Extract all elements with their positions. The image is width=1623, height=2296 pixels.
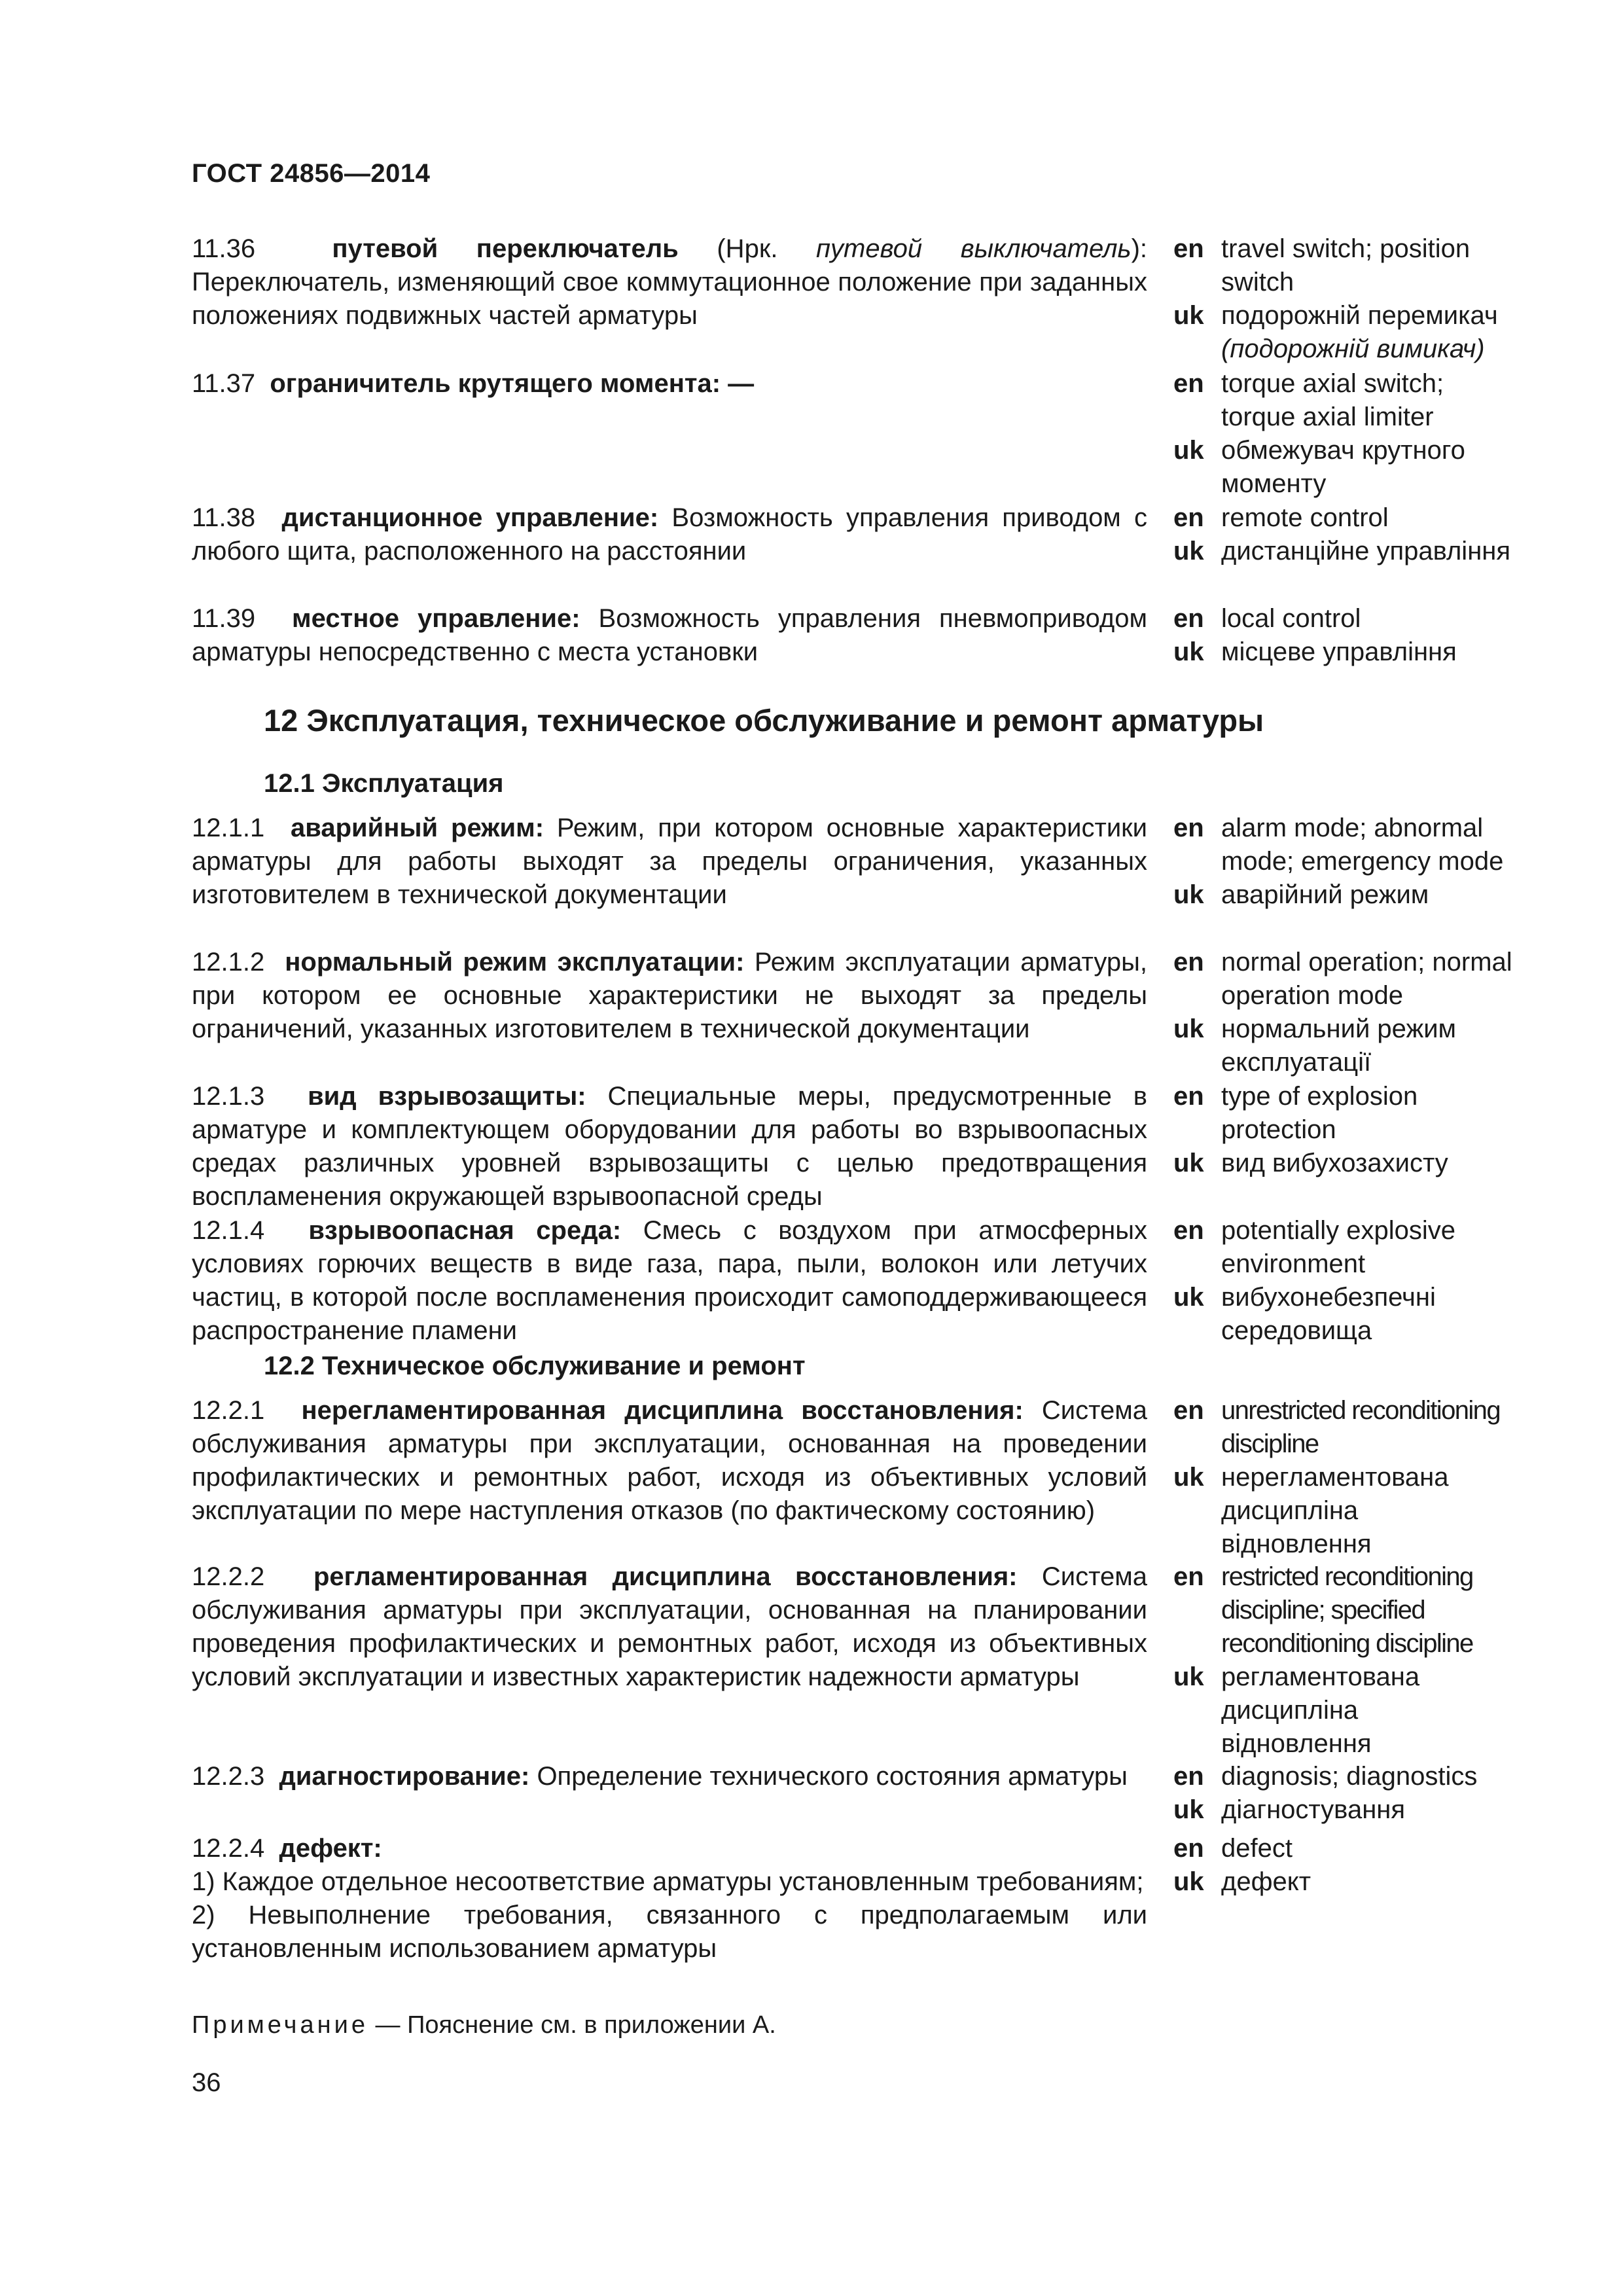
term-entry-11-39 (192, 602, 1527, 669)
english-equivalent: unrestricted reconditioning discipline (1221, 1396, 1500, 1458)
term-entry-12-2-2 (192, 1560, 1527, 1758)
english-equivalent: travel switch; position switch (1221, 234, 1471, 296)
ukrainian-equivalent: обмежувач крутного моменту (1221, 436, 1465, 498)
english-equivalent: defect (1221, 1834, 1293, 1863)
term-definition: 12.1.1 аварийный режим: Режим, при котором основные характеристики арматуры для работы выходят за пределы ограничения, указанных изготовителем в технической документации (192, 814, 1148, 909)
ukrainian-equivalent: регламентована дисципліна відновлення (1221, 1662, 1420, 1758)
ukrainian-equivalent: вид вибухозахисту (1221, 1149, 1448, 1177)
ukrainian-equivalent: аварійний режим (1221, 880, 1429, 909)
equivalents: en defect uk дефект (1173, 1832, 1514, 1899)
equivalents: en torque axial switch; torque axial limiter uk обмежувач крутного моменту (1173, 367, 1514, 501)
term-title: взрывоопасная среда: (308, 1216, 622, 1245)
term-entry-11-37 (192, 367, 1527, 498)
english-equivalent: local control (1221, 604, 1361, 633)
definition-item-2: 2) Невыполнение требования, связанного с предполагаемым или установленным использованием арматуры (192, 1901, 1147, 1963)
term-definition: 12.1.4 взрывоопасная среда: Смесь с воздухом при атмосферных условиях горючих веществ в виде газа, пара, пыли, волокон или летучих частиц, в которой после воспламенения происходит самоподдерживающееся распространение пламени (192, 1216, 1147, 1345)
english-equivalent: diagnosis; diagnostics (1221, 1762, 1478, 1791)
english-equivalent: remote control (1221, 503, 1389, 532)
lang-uk-label: uk (1173, 301, 1204, 330)
english-equivalent: normal operation; normal operation mode (1221, 948, 1512, 1010)
equivalents: en potentially explosive environment uk вибухонебезпечні середовища (1173, 1214, 1514, 1348)
term-definition: 11.38 дистанционное управление: Возможность управления приводом с любого щита, расположенного на расстоянии (192, 503, 1148, 565)
term-entry-12-1-1 (192, 812, 1527, 912)
note (192, 2011, 776, 2039)
english-equivalent: potentially explosive environment (1221, 1216, 1455, 1278)
lang-en-label: en (1173, 234, 1204, 263)
term-title: путевой переключатель (332, 234, 679, 263)
english-equivalent: restricted reconditioning discipline; specified reconditioning discipline (1221, 1562, 1473, 1658)
equivalents: en local control uk місцеве управління (1173, 602, 1514, 669)
equivalents: en alarm mode; abnormal mode; emergency mode uk аварійний режим (1173, 812, 1514, 912)
term-definition: 11.36 путевой переключатель (Нрк. путевой выключатель): Переключатель, изменяющий свое коммутационное положение при заданных положениях подвижных частей арматуры (192, 234, 1147, 330)
term-entry-11-36 (192, 232, 1527, 363)
term-entry-12-1-3 (192, 1080, 1527, 1213)
term-title: местное управление: (292, 604, 580, 633)
ukrainian-equivalent: дефект (1221, 1867, 1311, 1896)
term-definition: 12.2.1 нерегламентированная дисциплина восстановления: Система обслуживания арматуры при эксплуатации, основанная на проведении профилактических и ремонтных работ, исходя из объективных условий эксплуатации по мере наступления отказов (по фактическому состоянию) (192, 1396, 1147, 1525)
english-equivalent: alarm mode; abnormal mode; emergency mode (1221, 814, 1504, 876)
term-definition: 12.2.4 дефект: 1) Каждое отдельное несоответствие арматуры установленным требованиям; 2) Невыполнение требования, связанного с предполагаемым или установленным использованием арматуры (192, 1832, 1147, 1965)
section-heading-12: 12 Эксплуатация, техническое обслуживание и ремонт арматуры (264, 703, 1264, 738)
term-entry-11-38 (192, 501, 1527, 568)
term-entry-12-2-1 (192, 1394, 1527, 1558)
term-title: нерегламентированная дисциплина восстановления: (301, 1396, 1024, 1425)
term-definition: 12.1.2 нормальный режим эксплуатации: Режим эксплуатации арматуры, при котором ее основные характеристики не выходят за пределы ограничений, указанных изготовителем в технической документации (192, 948, 1147, 1043)
term-title: ограничитель крутящего момента: — (270, 369, 755, 398)
term-definition: 12.2.2 регламентированная дисциплина восстановления: Система обслуживания арматуры при эксплуатации, основанная на планировании проведения профилактических и ремонтных работ, исходя из объективных условий эксплуатации и известных характеристик надежности арматуры (192, 1562, 1147, 1691)
term-title: дефект: (279, 1834, 382, 1863)
ukrainian-equivalent: діагностування (1221, 1795, 1406, 1824)
equivalents: en type of explosion protection uk вид вибухозахисту (1173, 1080, 1514, 1180)
term-entry-12-1-4 (192, 1214, 1527, 1348)
term-title: диагностирование: (279, 1762, 530, 1791)
term-definition: 11.39 местное управление: Возможность управления пневмоприводом арматуры непосредственно с места установки (192, 604, 1147, 666)
term-title: дистанционное управление: (281, 503, 659, 532)
term-title: регламентированная дисциплина восстановления: (313, 1562, 1018, 1591)
term-definition: 12.2.3 диагностирование: Определение технического состояния арматуры (192, 1762, 1128, 1791)
equivalents (1173, 232, 1514, 366)
equivalents: en remote control uk дистанційне управління (1173, 501, 1514, 568)
ukrainian-equivalent: нерегламентована дисципліна відновлення (1221, 1463, 1449, 1558)
subsection-heading-12-1: 12.1 Эксплуатация (264, 769, 504, 798)
term-entry-12-2-3 (192, 1760, 1527, 1824)
equivalents: en diagnosis; diagnostics uk діагностування (1173, 1760, 1514, 1827)
term-entry-12-1-2 (192, 946, 1527, 1077)
ukrainian-equivalent: нормальний режим експлуатації (1221, 1014, 1457, 1077)
term-definition: 11.37 ограничитель крутящего момента: — (192, 369, 755, 398)
ukrainian-equivalent: дистанційне управління (1221, 537, 1511, 565)
note-text: — Пояснение см. в приложении А. (368, 2011, 776, 2039)
term-title: аварийный режим: (291, 814, 544, 842)
ukrainian-equivalent: подорожній перемикач (подорожній вимикач) (1221, 301, 1498, 363)
ukrainian-equivalent: вибухонебезпечні середовища (1221, 1283, 1436, 1345)
ukrainian-equivalent: місцеве управління (1221, 637, 1457, 666)
standard-header: ГОСТ 24856—2014 (192, 159, 431, 188)
definition-item-1: 1) Каждое отдельное несоответствие арматуры установленным требованиям; (192, 1867, 1144, 1896)
term-title: вид взрывозащиты: (308, 1082, 586, 1111)
term-title: нормальный режим эксплуатации: (285, 948, 745, 977)
equivalents: en normal operation; normal operation mode uk нормальний режим експлуатації (1173, 946, 1514, 1079)
term-deprecated: путевой выключатель (816, 234, 1132, 263)
equivalents: en restricted reconditioning discipline; specified reconditioning discipline uk регламентована дисципліна відновлення (1173, 1560, 1514, 1761)
english-equivalent: type of explosion protection (1221, 1082, 1418, 1144)
term-definition: 12.1.3 вид взрывозащиты: Специальные меры, предусмотренные в арматуре и комплектующем оборудовании для работы во взрывоопасных средах различных уровней взрывозащиты с целью предотвращения воспламенения окружающей взрывоопасной среды (192, 1082, 1148, 1211)
note-label: Примечание (192, 2011, 368, 2039)
equivalents: en unrestricted reconditioning discipline uk нерегламентована дисципліна відновлення (1173, 1394, 1514, 1561)
term-entry-12-2-4 (192, 1832, 1527, 1965)
english-equivalent: torque axial switch; torque axial limiter (1221, 369, 1444, 431)
subsection-heading-12-2: 12.2 Техническое обслуживание и ремонт (264, 1352, 806, 1380)
page-number: 36 (192, 2068, 221, 2097)
